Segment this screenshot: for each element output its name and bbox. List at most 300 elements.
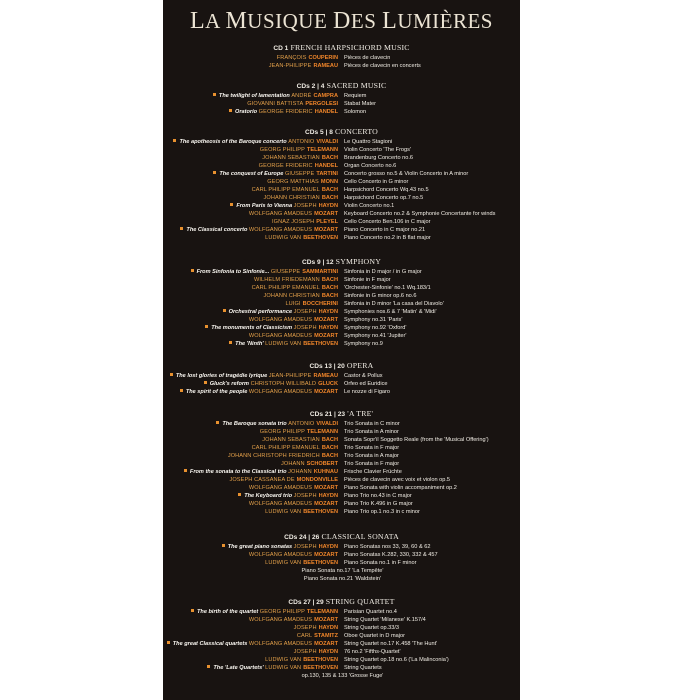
row-left [277,54,338,62]
work-title: Piano Sonatas nos 33, 39, 60 & 62 [344,544,431,550]
work-title: Le nozze di Figaro [344,389,391,395]
composer-first-name: WOLFGANG AMADEUS [248,389,313,395]
row-left [297,632,338,640]
composer-last-name: HAYDN [318,625,338,631]
section-heading [163,597,520,606]
theme-label [191,269,270,275]
track-row [163,300,520,308]
track-row [163,162,520,170]
composer-last-name: MONN [320,179,338,185]
row-left [229,476,338,484]
row-left [262,154,338,162]
track-row [163,284,520,292]
work-title: String Quartets [344,665,382,671]
title-part-es: ES [350,9,383,33]
row-right [342,268,422,276]
composer-last-name: BACH [321,437,338,443]
work-title: Pièces de clavecin en concerts [344,63,421,69]
track-row [163,476,520,484]
work-title: Piano Sonatas K.282, 330, 332 & 457 [344,552,438,558]
track-row [163,92,520,100]
composer-first-name: JOHANN CHRISTIAN [263,293,320,299]
theme-text: The great Classical quartets [172,641,248,647]
row-right [342,162,396,170]
work-title: Symphony no.92 'Oxford' [344,325,407,331]
row-right [342,616,426,624]
composer-first-name: JOHANN CHRISTOPH FRIEDRICH [227,453,320,459]
bullet-icon [167,641,170,644]
cd-range-end: 4 [320,83,325,90]
composer-last-name: KUHNAU [313,469,338,475]
row-left [252,186,338,194]
composer-first-name: LUDWIG VAN [265,341,302,347]
track-row [163,508,520,516]
work-title: Orfeo ed Euridice [344,381,388,387]
track-row [163,428,520,436]
composer-last-name: BEETHOVEN [303,341,338,347]
theme-text: The 'Ninth' [235,341,264,347]
row-right [342,624,399,632]
cd-label: CDs 21 [309,411,333,418]
composer-first-name: ANDRÉ [291,93,312,99]
row-left [249,551,338,559]
composer-first-name: GIUSEPPE [284,171,315,177]
section-heading [163,361,520,370]
theme-label [204,381,249,387]
row-right [342,500,413,508]
theme-text: The 'Late Quartets' [213,665,264,671]
section-rows [163,543,520,583]
track-row [163,460,520,468]
booklet-panel [163,0,520,700]
row-left [249,484,338,492]
row-left [249,616,338,624]
work-title: Castor & Pollux [344,373,383,379]
work-title: Violin Concerto 'The Frogs' [344,147,412,153]
composer-last-name: BACH [321,453,338,459]
row-left [230,202,338,210]
track-row [163,62,520,70]
row-right [342,178,408,186]
row-right [342,154,413,162]
composer-last-name: BEETHOVEN [303,235,338,241]
row-right [342,559,416,567]
composer-first-name: GEORG PHILIPP [259,609,305,615]
composer-first-name: JOHANN [288,469,312,475]
row-left [260,146,338,154]
composer-first-name: CHRISTOPH WILLIBALD [250,381,317,387]
work-title: Le Quattro Stagioni [344,139,393,145]
section-name: SACRED MUSIC [324,81,387,90]
track-row [163,234,520,242]
cd-range-end: 12 [326,259,334,266]
section-heading [163,532,520,541]
work-title: Cello Concerto in G minor [344,179,409,185]
work-title: Piano Sonata no.1 in F minor [344,560,417,566]
row-left [191,268,338,276]
cd-label: CD 1 [273,45,289,52]
row-left [204,380,338,388]
theme-text: The Baroque sonata trio [222,421,287,427]
row-left [265,656,338,664]
row-right [342,218,430,226]
row-right [342,138,392,146]
work-title: Piano Trio K.496 in G major [344,501,413,507]
row-left [264,194,338,202]
theme-text: From Sinfonia to Sinfonie... [196,269,270,275]
track-row [163,543,520,551]
cd-range-end: 26 [311,534,320,541]
cd-label: CDs 24 [284,534,307,541]
composer-last-name: MOZART [314,211,338,217]
row-right [342,664,382,672]
track-row [163,575,520,583]
work-title: Pièces de clavecin [344,55,391,61]
work-title: Trio Sonata in F major [344,461,400,467]
cd-separator: | [323,129,330,136]
row-right [342,460,399,468]
bullet-icon [191,269,194,272]
composer-first-name: CARL PHILIPP EMANUEL [251,187,320,193]
composer-last-name: MOZART [314,641,338,647]
bullet-icon [229,341,232,344]
theme-label [180,389,248,395]
section-3 [163,257,520,348]
section-4 [163,361,520,396]
composer-last-name: MOZART [314,317,338,323]
cd-range-end: 23 [337,411,346,418]
row-right [342,202,394,210]
theme-label [223,309,292,315]
composer-first-name: WOLFGANG AMADEUS [248,333,313,339]
row-right [342,468,402,476]
row-right [342,92,366,100]
composer-last-name: BACH [321,293,338,299]
composer-first-name: WOLFGANG AMADEUS [248,641,313,647]
section-0 [163,43,520,70]
row-right [342,543,430,551]
theme-label [173,139,286,145]
bullet-icon [213,171,216,174]
title-initial-l2: L [382,8,398,34]
composer-first-name: CARL PHILIPP EMANUEL [251,445,320,451]
row-left [252,444,338,452]
composer-first-name: JOSEPH [293,309,317,315]
composer-first-name: LUDWIG VAN [265,560,302,566]
bullet-icon [223,309,226,312]
composer-first-name: JOSEPH [293,493,317,499]
cd-label: CDs 2 [296,83,316,90]
row-left [191,608,338,616]
track-row [163,268,520,276]
section-name: CLASSICAL SONATA [319,532,399,541]
composer-first-name: JOSEPH [293,649,317,655]
row-left [167,640,338,648]
row-left [249,500,338,508]
row-left [229,108,338,116]
composer-last-name: VIVALDI [316,421,338,427]
track-row [163,664,520,672]
composer-last-name: HAYDN [318,493,338,499]
bullet-icon [204,381,207,384]
composer-first-name: CARL [296,633,313,639]
composer-first-name: IGNAZ JOSEPH [272,219,315,225]
row-right [342,324,406,332]
theme-label [170,373,267,379]
row-right [342,54,390,62]
section-rows [163,372,520,396]
composer-last-name: SCHOBERT [306,461,338,467]
cd-range-end: 29 [316,599,324,606]
track-row [163,316,520,324]
work-title: Stabat Mater [344,101,377,107]
composer-last-name: MOZART [314,501,338,507]
work-title: Piano Trio no.43 in C major [344,493,412,499]
cd-label: CDs 5 [304,129,324,136]
composer-last-name: TARTINI [316,171,338,177]
cd-label: CDs 9 [301,259,321,266]
section-heading [163,81,520,90]
section-name: STRING QUARTET [323,597,395,606]
section-6 [163,532,520,583]
theme-text: Orchestral performance [228,309,293,315]
title-initial-d: D [333,8,351,34]
work-title: Harpsichord Concerto Wq.43 no.5 [344,187,429,193]
composer-last-name: HANDEL [314,163,338,169]
row-left [238,492,338,500]
cd-separator: | [331,363,338,370]
composer-last-name: HAYDN [318,649,338,655]
row-left [249,332,338,340]
composer-first-name: WOLFGANG AMADEUS [248,485,313,491]
composer-last-name: HAYDN [318,309,338,315]
track-row [163,640,520,648]
track-row [163,484,520,492]
section-heading [163,409,520,418]
cd-separator: | [332,411,338,418]
work-title: Sonata Sopr'il Soggetto Reale (from the 'Musical Offering') [344,437,489,443]
row-left [254,276,338,284]
composer-first-name: CARL PHILIPP EMANUEL [251,285,320,291]
track-row [163,500,520,508]
section-rows [163,608,520,680]
track-row [163,186,520,194]
theme-text: The conquest of Europe [219,171,284,177]
row-right [342,656,449,664]
work-title: Organ Concerto no.6 [344,163,397,169]
track-row [163,372,520,380]
work-title: Parisian Quartet no.4 [344,609,397,615]
theme-text: From Paris to Vienna [236,203,293,209]
row-left [205,324,338,332]
composer-last-name: BACH [321,187,338,193]
composer-last-name: BACH [321,285,338,291]
cd-separator: | [310,599,317,606]
section-rows [163,92,520,116]
row-right [342,332,406,340]
theme-label [229,109,257,115]
composer-first-name: JEAN-PHILIPPE [268,63,312,69]
row-left [265,234,338,242]
composer-last-name: BEETHOVEN [303,657,338,663]
work-title: Solomon [344,109,367,115]
composer-first-name: JEAN-PHILIPPE [268,373,312,379]
work-title: Piano Sonata with violin accompaniment op.2 [344,485,457,491]
bullet-icon [230,203,233,206]
track-row [163,420,520,428]
cd-separator: | [320,259,327,266]
composer-first-name: LUDWIG VAN [265,509,302,515]
bullet-icon [216,421,219,424]
row-right [342,108,366,116]
bullet-icon [173,139,176,142]
theme-label [213,171,283,177]
row-right [342,186,429,194]
work-title: Trio Sonata in A major [344,453,399,459]
theme-label [213,93,290,99]
section-rows [163,420,520,516]
composer-first-name: FRANÇOIS [276,55,307,61]
composer-last-name: BEETHOVEN [303,560,338,566]
row-right [342,444,399,452]
title-part-usique: USIQUE [247,9,334,33]
work-title: Pièces de clavecin avec voix et violon op.5 [344,477,451,483]
work-title: Symphony no.41 'Jupiter' [344,333,407,339]
theme-label [229,341,263,347]
composer-last-name: BOCCHERINI [302,301,338,307]
composer-first-name: LUDWIG VAN [265,665,302,671]
track-row [163,226,520,234]
row-left [213,170,338,178]
track-row [163,54,520,62]
theme-text: The twilight of lamentation [218,93,290,99]
row-left [259,162,338,170]
row-right [342,648,401,656]
composer-last-name: MOZART [314,617,338,623]
bullet-icon [180,227,183,230]
work-title: Sinfonie in F major [344,277,391,283]
theme-label [216,421,286,427]
work-title: String Quartet op.18 no.6 ('La Malinconia') [344,657,449,663]
composer-first-name: JOSEPH [293,544,317,550]
row-right [342,388,390,396]
theme-label [184,469,287,475]
row-right [342,146,411,154]
row-left [249,316,338,324]
row-left [264,292,338,300]
composer-last-name: MOZART [314,485,338,491]
track-row [163,452,520,460]
bullet-icon [222,544,225,547]
work-title: Piano Sonata no.21 'Waldstein' [303,576,382,582]
row-left [207,664,338,672]
title-part-umieres: UMIÈRES [397,9,493,33]
work-title: op.130, 135 & 133 'Grosse Fuge' [301,673,384,679]
composer-first-name: GEORGE FRIDERIC [258,109,313,115]
row-left [180,226,338,234]
work-title: Sinfonia in D major / in G major [344,269,422,275]
composer-first-name: GIUSEPPE [270,269,301,275]
theme-text: The great piano sonatas [227,544,293,550]
composer-last-name: SAMMARTINI [302,269,338,275]
row-right [342,340,383,348]
row-right [342,100,376,108]
track-row [163,324,520,332]
section-heading [163,43,520,52]
composer-last-name: HANDEL [314,109,338,115]
composer-last-name: MONDONVILLE [296,477,338,483]
track-row [163,292,520,300]
work-title: Piano Concerto no.2 in B flat major [344,235,431,241]
theme-label [238,493,292,499]
composer-last-name: MOZART [314,227,338,233]
row-left [213,92,338,100]
row-left [260,428,338,436]
cd-range-end: 20 [337,363,345,370]
row-left [170,372,338,380]
section-name: CONCERTO [332,127,379,136]
row-left [265,559,338,567]
composer-last-name: HAYDN [318,544,338,550]
track-row [163,672,520,680]
track-row [163,648,520,656]
row-left [252,284,338,292]
row-right [342,452,399,460]
row-left [294,624,338,632]
track-row [163,388,520,396]
cd-separator: | [315,83,321,90]
composer-last-name: GLUCK [318,381,338,387]
track-row [163,218,520,226]
row-right [342,234,431,242]
theme-text: The Keyboard trio [244,493,293,499]
title-initial-m: M [225,8,248,34]
work-title: Sinfonia in D minor 'La casa del Diavolo' [344,301,444,307]
work-title: Violin Concerto no.1 [344,203,395,209]
composer-last-name: BEETHOVEN [303,665,338,671]
section-5 [163,409,520,516]
theme-text: The monuments of Classicism [211,325,293,331]
row-right [163,567,520,575]
composer-first-name: WOLFGANG AMADEUS [248,317,313,323]
row-right [342,300,444,308]
work-title: String Quartet op.33/3 [344,625,400,631]
track-row [163,138,520,146]
track-row [163,608,520,616]
row-left [249,210,338,218]
row-right [342,632,405,640]
bullet-icon [191,609,194,612]
composer-last-name: STAMITZ [314,633,338,639]
section-heading [163,257,520,266]
theme-label [167,641,248,647]
theme-label [191,609,258,615]
composer-first-name: WILHELM FRIEDEMANN [254,277,320,283]
bullet-icon [229,109,232,112]
composer-last-name: TELEMANN [306,147,338,153]
row-right [342,316,402,324]
work-title: Trio Sonata in A minor [344,429,399,435]
row-right [163,575,520,583]
theme-label [205,325,292,331]
composer-first-name: JOHANN [281,461,305,467]
track-row [163,308,520,316]
cd-range-end: 8 [329,129,333,136]
row-left [222,543,338,551]
row-right [342,380,388,388]
row-left [180,388,338,396]
composer-last-name: BACH [321,195,338,201]
